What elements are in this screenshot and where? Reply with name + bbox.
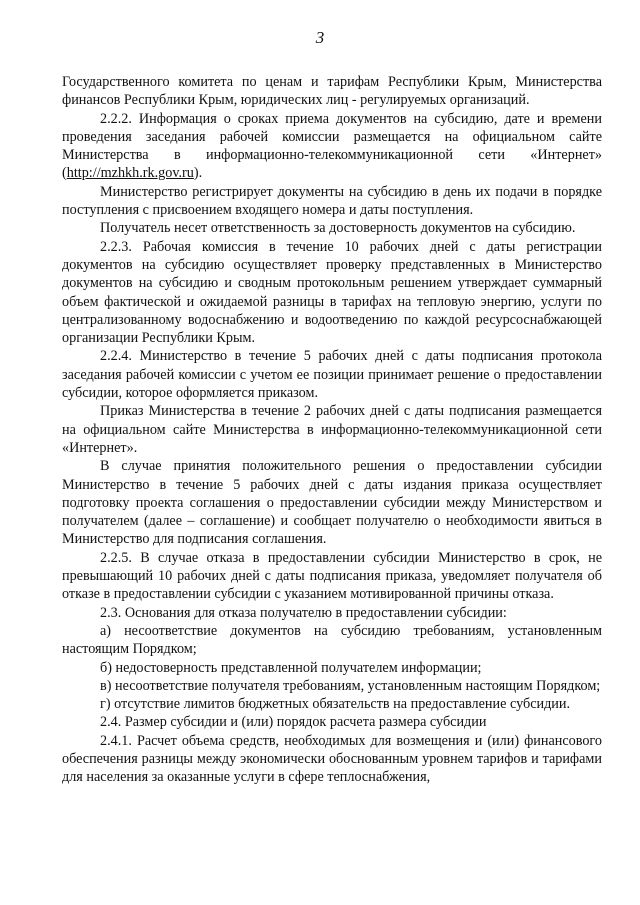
- paragraph-registration: Министерство регистрирует документы на субсидию в день их подачи в порядке поступления с присвоением входящего номера и даты поступления.: [62, 183, 602, 219]
- document-body: [62, 73, 602, 787]
- paragraph-order-publication: Приказ Министерства в течение 2 рабочих дней с даты подписания размещается на официальном сайте Министерства в информационно-телекоммуникационной сети «Интернет».: [62, 403, 602, 456]
- paragraph-responsibility: Получатель несет ответственность за достоверность документов на субсидию.: [100, 220, 576, 237]
- paragraph-positive-decision: В случае принятия положительного решения о предоставлении субсидии Министерство в течение 5 рабочих дней с даты издания приказа осуществляет подготовку проекта соглашения о предоставлении субсидии между Министерством и получателем (далее – соглашение) и сообщает получателю о необходимости явиться в Министерство для подписания соглашения.: [62, 458, 602, 548]
- list-item-a: а) несоответствие документов на субсидию требованиям, установленным настоящим Порядком;: [62, 622, 602, 658]
- paragraph-2-2-2: [62, 110, 602, 183]
- link-paren-close: ).: [193, 165, 203, 182]
- paragraph-text: 2.2.2. Информация о сроках приема документов на субсидию, дате и времени проведения заседания рабочей комиссии размещается на официальном сайте Министерства в информационно-телекоммуникационной сети «Интернет»: [62, 110, 602, 164]
- section-heading-2-4: 2.4. Размер субсидии и (или) порядок расчета размера субсидии: [100, 714, 487, 731]
- paragraph-2-2-4: 2.2.4. Министерство в течение 5 рабочих дней с даты подписания протокола заседания рабочей комиссии с учетом ее позиции принимает решение о предоставлении субсидии, которое оформляется приказом.: [62, 348, 602, 402]
- paragraph-2-4-1: 2.4.1. Расчет объема средств, необходимых для возмещения и (или) финансового обеспечения разницы между экономически обоснованным уровнем тарифов и тарифами для населения за оказанные услуги в сфере теплоснабжения,: [62, 732, 602, 786]
- ministry-website-link[interactable]: http://mzhkh.rk.gov.ru: [66, 165, 194, 182]
- list-item-g: г) отсутствие лимитов бюджетных обязательств на предоставление субсидии.: [100, 696, 571, 713]
- page-number: 3: [315, 28, 325, 47]
- link-paren-open: (: [62, 165, 67, 182]
- paragraph-continuation: Государственного комитета по ценам и тарифам Республики Крым, Министерства финансов Республики Крым, юридических лиц - регулируемых организаций.: [62, 74, 602, 109]
- list-item-b: б) недостоверность представленной получателем информации;: [100, 659, 482, 676]
- paragraph-2-2-3: 2.2.3. Рабочая комиссия в течение 10 рабочих дней с даты регистрации документов на субсидию осуществляет проверку представленных в Министерство документов на субсидию и сводным протокольным решением утверждает суммарный объем фактической и ожидаемой разницы в тарифах на тепловую энергию, услуги по централизованному водоснабжению и водоотведению по каждой ресурсоснабжающей организации Республики Крым.: [62, 238, 602, 347]
- paragraph-2-2-5: 2.2.5. В случае отказа в предоставлении субсидии Министерство в срок, не превышающий 10 рабочих дней с даты подписания приказа, уведомляет получателя об отказе в предоставлении субсидии с указанием мотивированной причины отказа.: [62, 549, 602, 603]
- paragraph-2-3: 2.3. Основания для отказа получателю в предоставлении субсидии:: [100, 604, 507, 621]
- list-item-v: в) несоответствие получателя требованиям, установленным настоящим Порядком;: [100, 677, 601, 694]
